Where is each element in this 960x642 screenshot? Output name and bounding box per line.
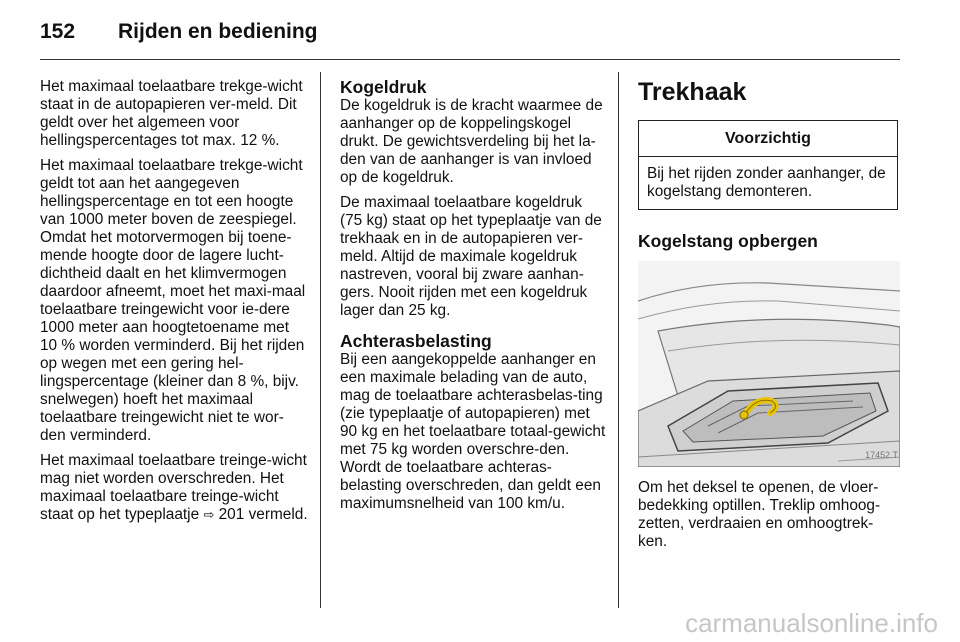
- paragraph: Het maximaal toelaatbare trekge-wicht geldt tot aan het aangegeven hellingspercentage en tot een hoogte van 1000 meter boven de zeespiegel. Omdat het motorvermogen bij toene-mende hoogte door de lagere lucht-dichtheid daalt en het klimvermogen daardoor afneemt, moet het maxi-maal toelaatbare treingewicht voor ie-dere 1000 meter aan hoogtetoename met 10 % worden verminderd. Bij het rijden op wegen met een gering hel-lingspercentage (kleiner dan 8 %, bijv. snelwegen) hoeft het maximaal toelaatbare treingewicht niet te wor-den verminderd.: [40, 157, 306, 444]
- paragraph: Het maximaal toelaatbare trekge-wicht staat in de autopapieren ver-meld. Dit geldt over het algemeen voor hellingspercentages tot max. 12 %.: [40, 78, 303, 149]
- caution-text: Bij het rijden zonder aanhanger, de kogelstang demonteren.: [647, 165, 886, 200]
- paragraph: De kogeldruk is de kracht waarmee de aanhanger op de koppelingskogel drukt. De gewichtsverdeling bij het la-den van de aanhanger is van invloed op de kogeldruk.: [340, 97, 603, 186]
- page-reference-link[interactable]: 201: [218, 506, 245, 523]
- caution-title: Voorzichtig: [639, 121, 897, 157]
- column-3: [638, 78, 902, 558]
- figure-number: 17452 T: [865, 450, 898, 460]
- column-2: [340, 78, 606, 520]
- paragraph: De maximaal toelaatbare kogeldruk (75 kg) staat op het typeplaatje van de trekhaak en in de autopapieren ver-meld. Altijd de maximale kogeldruk nastreven, vooral bij zware aanhan-gers. Nooit rijden met een kogeldruk lager dan 25 kg.: [340, 194, 602, 319]
- paragraph: Om het deksel te openen, de vloer-bedekking optillen. Treklip omhoog-zetten, verdraaien en omhoogtrek-ken.: [638, 479, 881, 550]
- column-1: [40, 78, 308, 531]
- caution-box: [638, 120, 898, 210]
- section-heading-achterasbelasting: Achterasbelasting: [340, 331, 492, 351]
- page-number: 152: [40, 20, 76, 43]
- column-divider-1: [320, 72, 321, 608]
- header-rule: [40, 59, 900, 60]
- trunk-floor-illustration: [638, 261, 900, 467]
- chapter-heading-trekhaak: Trekhaak: [638, 78, 747, 106]
- paragraph: Bij een aangekoppelde aanhanger en een maximale belading van de auto, mag de toelaatbare achterasbelas-ting (zie typeplaatje of autopapieren) met 90 kg en het toelaatbare totaal-gewicht met 75 kg worden overschre-den. Wordt de toelaatbare achteras-belasting overschreden, dan geldt een maximumsnelheid van 100 km/u.: [340, 351, 606, 512]
- paragraph: [40, 452, 308, 524]
- running-head-title: Rijden en bediening: [118, 20, 318, 43]
- section-heading-kogeldruk: Kogeldruk: [340, 77, 427, 97]
- page-reference-arrow-icon: ⇨: [203, 507, 215, 522]
- paragraph-text: Het maximaal toelaatbare treinge-wicht mag niet worden overschreden. Het maximaal toelaatbare treinge-wicht staat op het typeplaatje: [40, 452, 307, 523]
- watermark-text: carmanualsonline.info: [685, 608, 938, 638]
- paragraph-text-end: vermeld.: [248, 506, 308, 523]
- column-divider-2: [618, 72, 619, 608]
- illustration-tow-bar-storage: [638, 261, 900, 467]
- section-heading-kogelstang-opbergen: Kogelstang opbergen: [638, 231, 818, 251]
